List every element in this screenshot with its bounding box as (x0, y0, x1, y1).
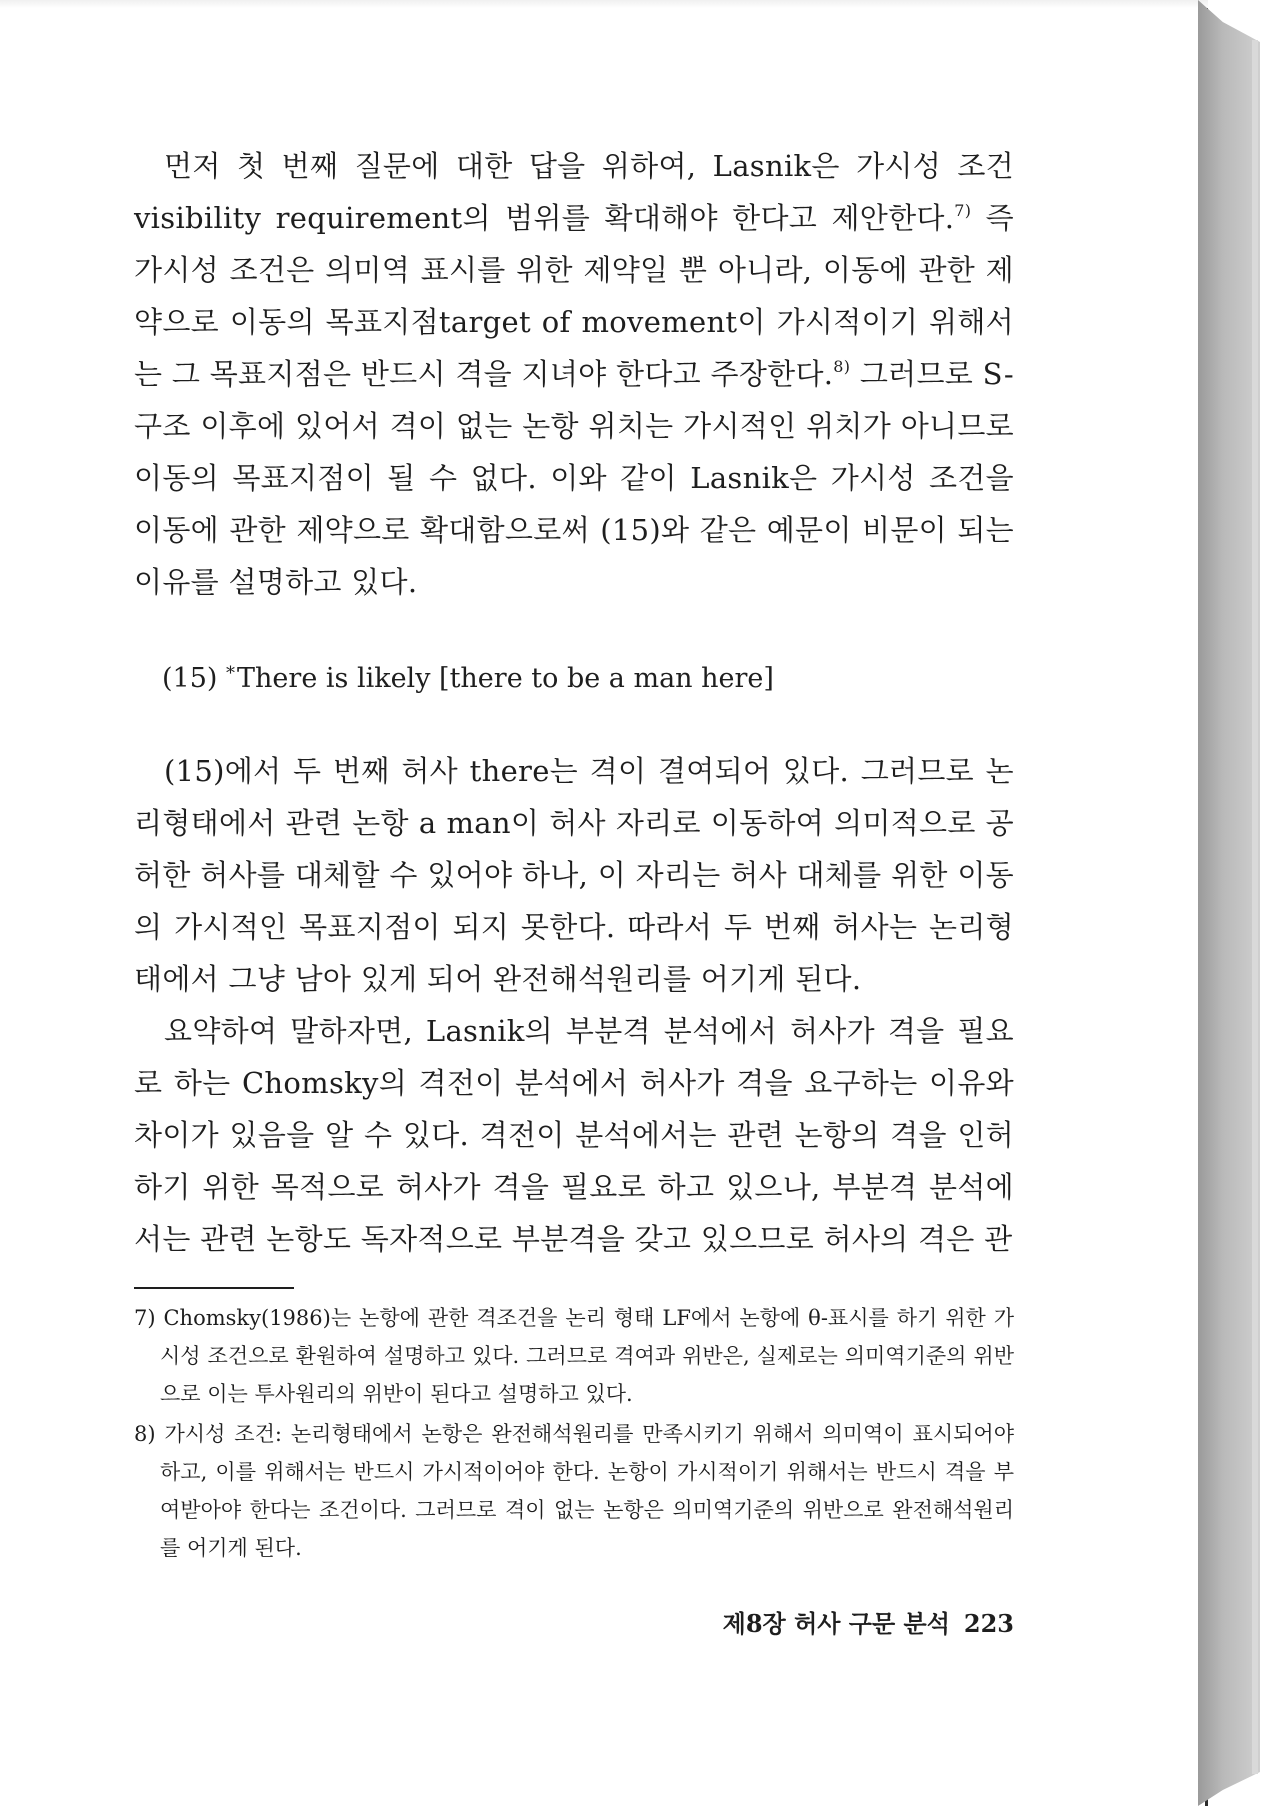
book-page-edge (1198, 0, 1260, 1806)
ungrammatical-star: * (226, 663, 236, 684)
footnote-ref-7: 7) (954, 201, 972, 220)
paragraph-3: 요약하여 말하자면, Lasnik의 부분격 분석에서 허사가 격을 필요로 하는 Chomsky의 격전이 분석에서 허사가 격을 요구하는 이유와 차이가 있음을 알 수 있다. 격전이 분석에서는 관련 논항의 격을 인허하기 위한 목적으로 허사가 격을 필요로 하고 있으나, 부분격 분석에서는 관련 논항도 독자적으로 부분격을 갖고 있으므로 허사의 격은 관 (134, 1014, 1014, 1256)
paragraph-1-text-b: 즉 가시성 조건은 의미역 표시를 위한 제약일 뿐 아니라, 이동에 관한 제약으로 이동의 목표지점target of movement이 가시적이기 위해서는 그 목표지점은 반드시 격을 지녀야 한다고 주장한다. (134, 201, 1014, 391)
paragraph-2: (15)에서 두 번째 허사 there는 격이 결여되어 있다. 그러므로 논리형태에서 관련 논항 a man이 허사 자리로 이동하여 의미적으로 공허한 허사를 대체할 수 있어야 하나, 이 자리는 허사 대체를 위한 이동의 가시적인 목표지점이 되지 못한다. 따라서 두 번째 허사는 논리형태에서 그냥 남아 있게 되어 완전해석원리를 어기게 된다. (134, 754, 1014, 996)
example-number: (15) (162, 663, 218, 694)
page-body (134, 140, 1014, 1569)
footnote-ref-8: 8) (833, 357, 851, 376)
footnote-7: 7) Chomsky(1986)는 논항에 관한 격조건을 논리 형태 LF에서 논항에 θ-표시를 하기 위한 가시성 조건으로 환원하여 설명하고 있다. 그러므로 격여과 위반은, 실제로는 의미역기준의 위반으로 이는 투사원리의 위반이 된다고 설명하고 있다. (134, 1306, 1014, 1406)
book-edge-highlight (1252, 40, 1258, 1774)
running-footer (134, 1604, 1014, 1639)
page-number: 223 (963, 1609, 1014, 1638)
page-top-shade (0, 0, 1208, 8)
paragraph-1-text-c: 그러므로 S-구조 이후에 있어서 격이 없는 논항 위치는 가시적인 위치가 아니므로 이동의 목표지점이 될 수 없다. 이와 같이 Lasnik은 가시성 조건을 이동에 관한 제약으로 확대함으로써 (15)와 같은 예문이 비문이 되는 이유를 설명하고 있다. (134, 357, 1014, 599)
chapter-title: 제8장 허사 구문 분석 (722, 1609, 950, 1638)
paragraph-1-text: 먼저 첫 번째 질문에 대한 답을 위하여, Lasnik은 가시성 조건 visibility requirement의 범위를 확대해야 한다고 제안한다. (134, 149, 1014, 235)
paragraph-1 (134, 140, 1014, 608)
footnote-8: 8) 가시성 조건: 논리형태에서 논항은 완전해석원리를 만족시키기 위해서 의미역이 표시되어야 하고, 이를 위해서는 반드시 가시적이어야 한다. 논항이 가시적이기 위해서는 반드시 격을 부여받아야 한다는 조건이다. 그러므로 격이 없는 논항은 의미역기준의 위반으로 완전해석원리를 어기게 된다. (134, 1422, 1014, 1560)
footnote-divider (134, 1287, 294, 1289)
example-15 (162, 652, 1014, 701)
example-sentence: There is likely [there to be a man here] (237, 663, 774, 694)
